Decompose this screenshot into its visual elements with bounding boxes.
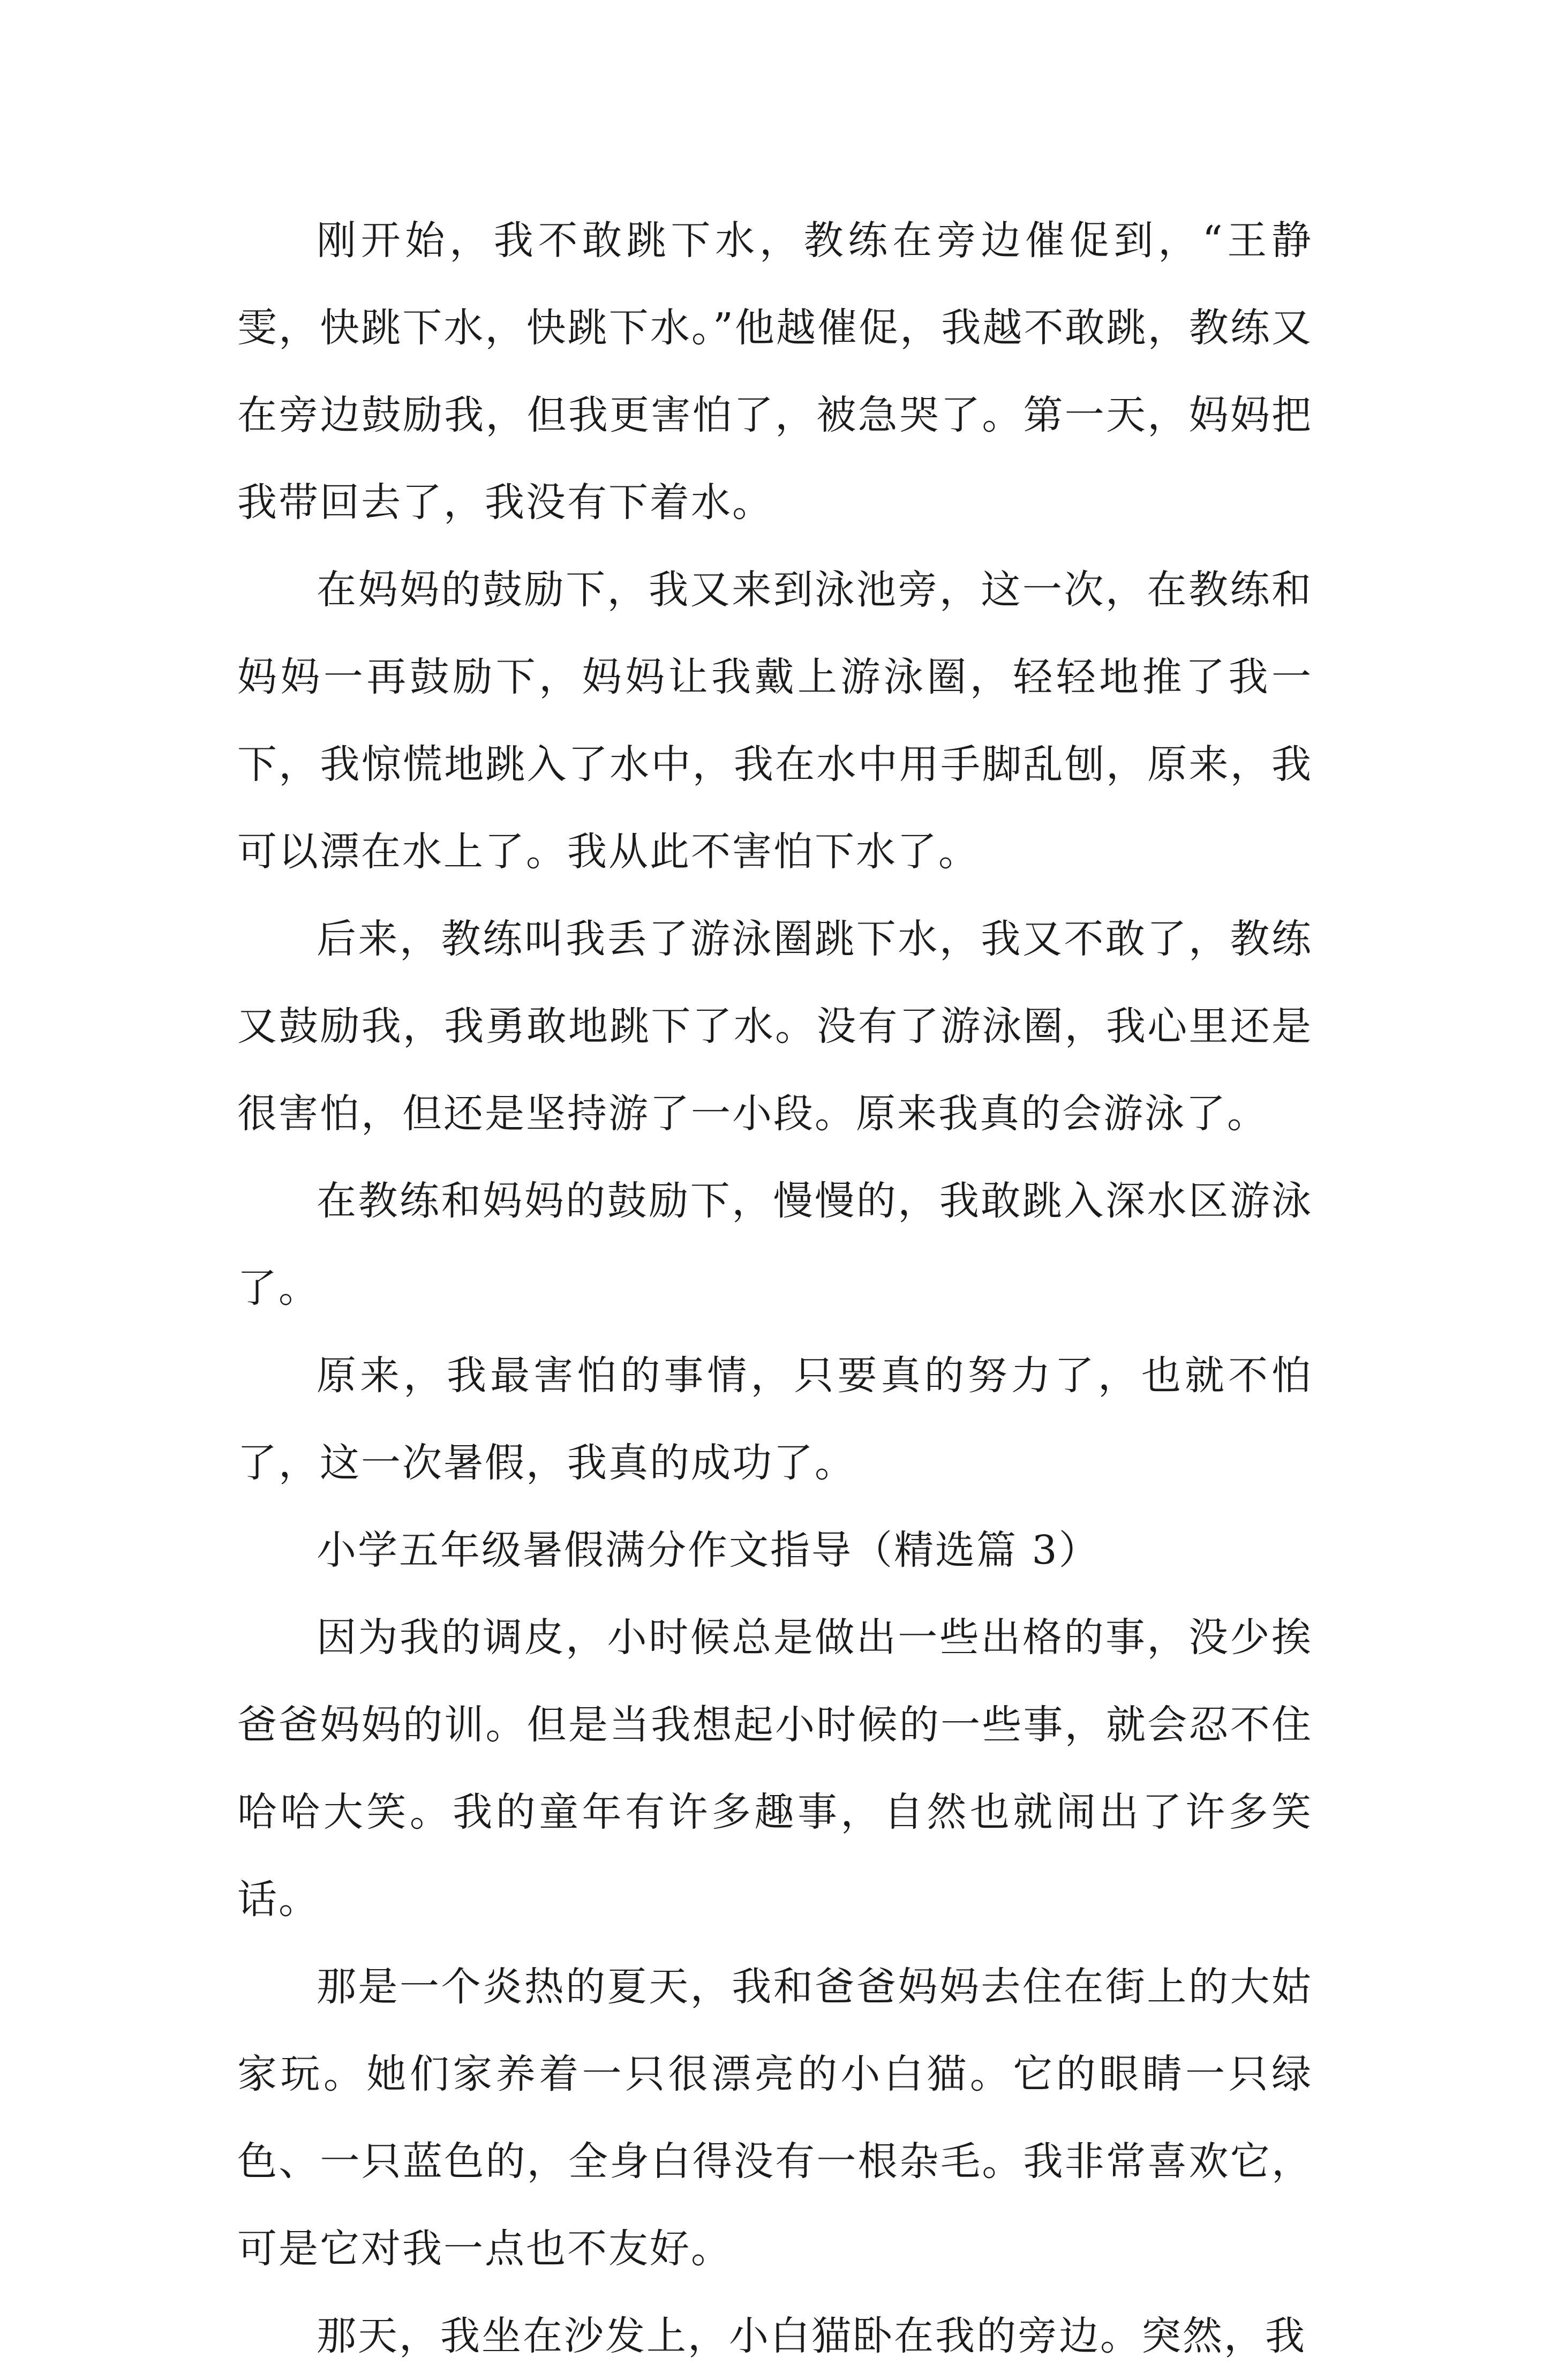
paragraph-5: 原来，我最害怕的事情，只要真的努力了，也就不怕了，这一次暑假，我真的成功了。 [237, 1353, 1313, 1486]
paragraph-1: 刚开始，我不敢跳下水，教练在旁边催促到，“王静雯，快跳下水，快跳下水。”他越催促，我越不敢跳，教练又在旁边鼓励我，但我更害怕了，被急哭了。第一天，妈妈把我带回去了，我没有下着水。 [237, 217, 1313, 525]
paragraph-8: 那天，我坐在沙发上，小白猫卧在我的旁边。突然，我 [317, 2313, 1306, 2359]
section-heading: 小学五年级暑假满分作文指导（精选篇 3） [317, 1527, 1100, 1573]
paragraph-3: 后来，教练叫我丢了游泳圈跳下水，我又不敢了，教练又鼓励我，我勇敢地跳下了水。没有了游泳圈，我心里还是很害怕，但还是坚持游了一小段。原来我真的会游泳了。 [237, 916, 1313, 1137]
document-body [237, 197, 1313, 2380]
paragraph-4: 在教练和妈妈的鼓励下，慢慢的，我敢跳入深水区游泳了。 [237, 1178, 1313, 1311]
paragraph-7: 那是一个炎热的夏天，我和爸爸妈妈去住在街上的大姑家玩。她们家养着一只很漂亮的小白猫。它的眼睛一只绿色、一只蓝色的，全身白得没有一根杂毛。我非常喜欢它，可是它对我一点也不友好。 [237, 1964, 1313, 2272]
paragraph-6: 因为我的调皮，小时候总是做出一些出格的事，没少挨爸爸妈妈的训。但是当我想起小时候的一些事，就会忍不住哈哈大笑。我的童年有许多趣事，自然也就闹出了许多笑话。 [237, 1615, 1313, 1923]
paragraph-2: 在妈妈的鼓励下，我又来到泳池旁，这一次，在教练和妈妈一再鼓励下，妈妈让我戴上游泳圈，轻轻地推了我一下，我惊慌地跳入了水中，我在水中用手脚乱刨，原来，我可以漂在水上了。我从此不害怕下水了。 [237, 567, 1313, 875]
